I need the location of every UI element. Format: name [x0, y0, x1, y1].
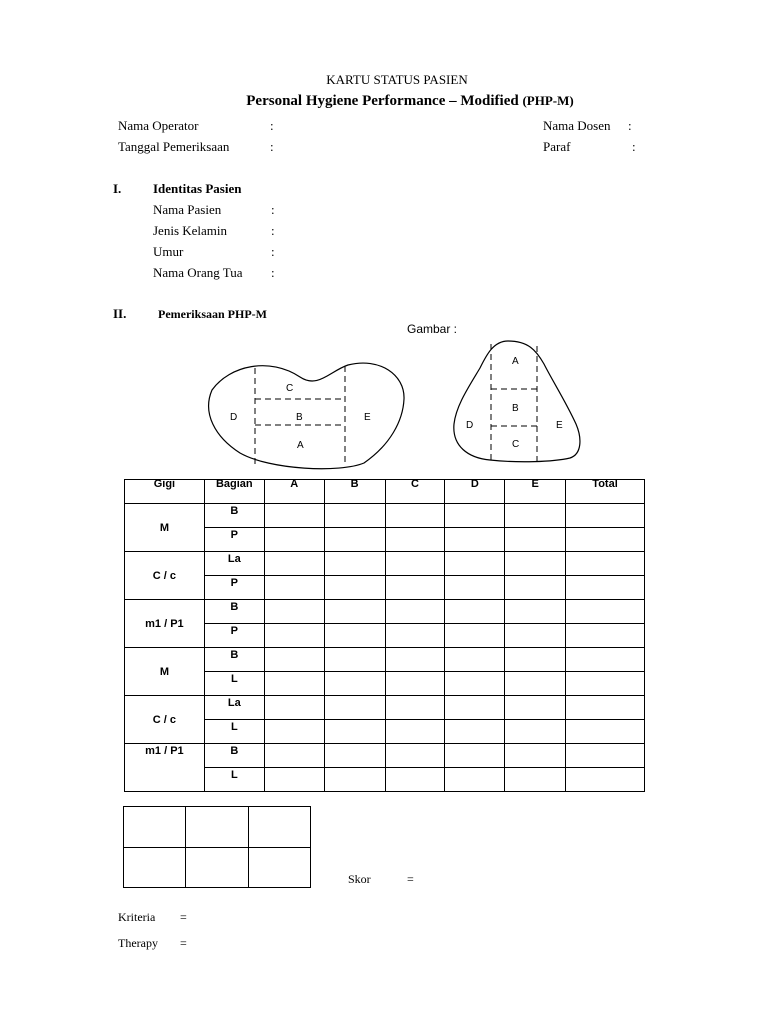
score-cell-b[interactable] — [324, 768, 385, 792]
surface-cell: La — [204, 552, 264, 576]
parent-name-colon: : — [271, 265, 275, 280]
summary-grid — [123, 806, 311, 888]
age-colon: : — [271, 244, 275, 259]
score-cell-d[interactable] — [445, 720, 505, 744]
summary-cell[interactable] — [248, 847, 310, 888]
molar-label-b: B — [296, 412, 303, 423]
score-cell-a[interactable] — [264, 624, 324, 648]
score-cell-a[interactable] — [264, 768, 324, 792]
exam-date-colon: : — [270, 139, 274, 154]
tooth-cell: C / c — [125, 696, 205, 744]
tooth-cell: m1 / P1 — [125, 744, 205, 792]
incisor-label-d: D — [466, 420, 474, 431]
score-cell-c[interactable] — [385, 768, 445, 792]
surface-cell: B — [204, 744, 264, 768]
score-cell-a[interactable] — [264, 576, 324, 600]
tooth-cell: C / c — [125, 552, 205, 600]
surface-cell: La — [204, 696, 264, 720]
surface-cell: P — [204, 576, 264, 600]
summary-cell[interactable] — [124, 847, 186, 888]
score-cell-b[interactable] — [324, 720, 385, 744]
score-cell-e[interactable] — [505, 504, 566, 528]
surface-cell: B — [204, 504, 264, 528]
table-row — [125, 504, 645, 528]
header-c: C — [385, 480, 445, 504]
gender-colon: : — [271, 223, 275, 238]
criteria-equals: = — [180, 910, 187, 924]
surface-cell: L — [204, 672, 264, 696]
score-cell-a[interactable] — [264, 504, 324, 528]
surface-cell: B — [204, 648, 264, 672]
table-row — [125, 648, 645, 672]
score-cell-e[interactable] — [505, 528, 566, 552]
score-cell-d[interactable] — [445, 648, 505, 672]
score-cell-b[interactable] — [324, 600, 385, 624]
score-cell-d[interactable] — [445, 768, 505, 792]
summary-cell[interactable] — [124, 807, 186, 848]
score-cell-a[interactable] — [264, 672, 324, 696]
score-cell-total[interactable] — [566, 576, 645, 600]
molar-label-a: A — [297, 440, 304, 451]
score-cell-c[interactable] — [385, 600, 445, 624]
score-cell-c[interactable] — [385, 504, 445, 528]
score-cell-d[interactable] — [445, 504, 505, 528]
score-cell-total[interactable] — [566, 696, 645, 720]
score-cell-c[interactable] — [385, 528, 445, 552]
score-cell-b[interactable] — [324, 672, 385, 696]
lecturer-label: Nama Dosen — [543, 118, 611, 133]
document-subtitle — [0, 93, 768, 110]
picture-label: Gambar : — [407, 322, 458, 336]
score-cell-c[interactable] — [385, 624, 445, 648]
header-gigi: Gigi — [125, 480, 205, 504]
score-cell-total[interactable] — [566, 552, 645, 576]
score-cell-b[interactable] — [324, 696, 385, 720]
score-cell-total[interactable] — [566, 720, 645, 744]
score-cell-d[interactable] — [445, 696, 505, 720]
score-cell-d[interactable] — [445, 600, 505, 624]
score-cell-a[interactable] — [264, 744, 324, 768]
score-cell-total[interactable] — [566, 504, 645, 528]
score-cell-b[interactable] — [324, 504, 385, 528]
surface-cell: L — [204, 720, 264, 744]
score-cell-a[interactable] — [264, 648, 324, 672]
score-cell-total[interactable] — [566, 672, 645, 696]
score-cell-b[interactable] — [324, 744, 385, 768]
incisor-label-b: B — [512, 403, 519, 414]
score-cell-c[interactable] — [385, 672, 445, 696]
score-cell-d[interactable] — [445, 552, 505, 576]
operator-label: Nama Operator — [118, 118, 199, 133]
score-cell-d[interactable] — [445, 672, 505, 696]
patient-name-colon: : — [271, 202, 275, 217]
subtitle-abbreviation: (PHP-M) — [522, 93, 574, 108]
therapy-label: Therapy — [118, 936, 158, 950]
patient-name-label: Nama Pasien — [153, 202, 222, 217]
summary-cell[interactable] — [248, 807, 310, 848]
signature-colon: : — [632, 139, 636, 154]
score-cell-b[interactable] — [324, 552, 385, 576]
php-m-score-table — [124, 479, 645, 792]
score-cell-e[interactable] — [505, 744, 566, 768]
therapy-equals: = — [180, 936, 187, 950]
header-e: E — [505, 480, 566, 504]
score-cell-b[interactable] — [324, 576, 385, 600]
score-cell-e[interactable] — [505, 720, 566, 744]
score-cell-c[interactable] — [385, 648, 445, 672]
table-header-row — [125, 480, 645, 504]
criteria-label: Kriteria — [118, 910, 156, 924]
molar-label-c: C — [286, 383, 294, 394]
score-cell-b[interactable] — [324, 624, 385, 648]
surface-cell: L — [204, 768, 264, 792]
table-row — [125, 552, 645, 576]
score-cell-d[interactable] — [445, 576, 505, 600]
score-cell-e[interactable] — [505, 576, 566, 600]
score-cell-total[interactable] — [566, 648, 645, 672]
score-cell-a[interactable] — [264, 720, 324, 744]
gender-label: Jenis Kelamin — [153, 223, 228, 238]
tooth-cell: M — [125, 648, 205, 696]
signature-label: Paraf — [543, 139, 571, 154]
header-a: A — [264, 480, 324, 504]
score-cell-c[interactable] — [385, 576, 445, 600]
header-b: B — [324, 480, 385, 504]
incisor-label-e: E — [556, 420, 563, 431]
header-bagian: Bagian — [204, 480, 264, 504]
score-cell-e[interactable] — [505, 672, 566, 696]
score-cell-c[interactable] — [385, 696, 445, 720]
score-cell-b[interactable] — [324, 528, 385, 552]
score-cell-a[interactable] — [264, 696, 324, 720]
score-cell-c[interactable] — [385, 720, 445, 744]
tooth-cell: m1 / P1 — [125, 600, 205, 648]
header-d: D — [445, 480, 505, 504]
table-row — [125, 600, 645, 624]
score-cell-total[interactable] — [566, 528, 645, 552]
molar-label-e: E — [364, 412, 371, 423]
parent-name-label: Nama Orang Tua — [153, 265, 243, 280]
score-cell-total[interactable] — [566, 624, 645, 648]
score-cell-d[interactable] — [445, 528, 505, 552]
score-cell-e[interactable] — [505, 600, 566, 624]
molar-outline — [209, 363, 404, 469]
score-cell-c[interactable] — [385, 552, 445, 576]
score-cell-a[interactable] — [264, 528, 324, 552]
score-label: Skor — [348, 872, 371, 886]
surface-cell: P — [204, 528, 264, 552]
score-cell-b[interactable] — [324, 648, 385, 672]
exam-date-label: Tanggal Pemeriksaan — [118, 139, 230, 154]
score-cell-e[interactable] — [505, 648, 566, 672]
age-label: Umur — [153, 244, 184, 259]
score-cell-total[interactable] — [566, 600, 645, 624]
molar-label-d: D — [230, 412, 238, 423]
score-cell-e[interactable] — [505, 696, 566, 720]
section-1-number: I. — [113, 181, 122, 196]
table-row — [125, 744, 645, 768]
score-cell-c[interactable] — [385, 744, 445, 768]
summary-cell[interactable] — [186, 847, 248, 888]
header-total: Total — [566, 480, 645, 504]
subtitle-text: Personal Hygiene Performance – Modified — [246, 93, 519, 109]
score-cell-d[interactable] — [445, 744, 505, 768]
table-row — [125, 696, 645, 720]
lecturer-colon: : — [628, 118, 632, 133]
operator-colon: : — [270, 118, 274, 133]
score-cell-a[interactable] — [264, 552, 324, 576]
score-cell-d[interactable] — [445, 624, 505, 648]
score-cell-a[interactable] — [264, 600, 324, 624]
incisor-label-a: A — [512, 356, 519, 367]
tooth-cell: M — [125, 504, 205, 552]
surface-cell: B — [204, 600, 264, 624]
score-cell-e[interactable] — [505, 552, 566, 576]
summary-cell[interactable] — [186, 807, 248, 848]
score-cell-e[interactable] — [505, 768, 566, 792]
section-1-title: Identitas Pasien — [153, 181, 242, 196]
section-2-number: II. — [113, 306, 127, 321]
score-cell-e[interactable] — [505, 624, 566, 648]
document-title: KARTU STATUS PASIEN — [326, 72, 468, 87]
score-cell-total[interactable] — [566, 768, 645, 792]
score-equals: = — [407, 872, 414, 886]
surface-cell: P — [204, 624, 264, 648]
section-2-title: Pemeriksaan PHP-M — [158, 307, 267, 321]
incisor-label-c: C — [512, 439, 520, 450]
score-cell-total[interactable] — [566, 744, 645, 768]
